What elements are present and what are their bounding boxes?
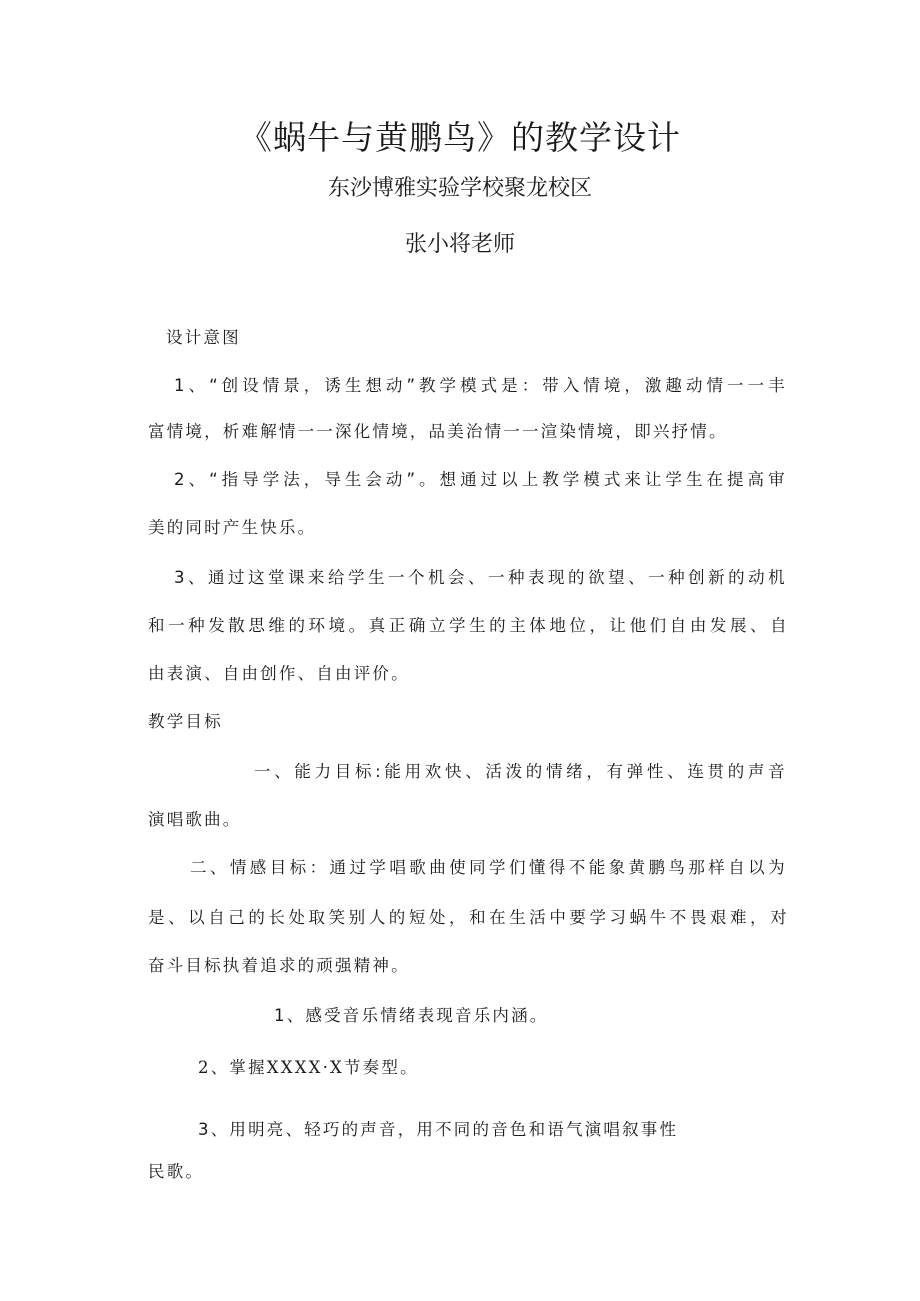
document-title: 《蜗牛与黄鹏鸟》的教学设计 [239, 118, 681, 157]
design-intent-p2-line2: 美的同时产生快乐。 [148, 518, 317, 537]
emotion-goal-line2: 是、以自己的长处取笑别人的短处，和在生活中要学习蜗牛不畏艰难，对 [148, 908, 788, 927]
goal-item-3-line2: 民歌。 [148, 1162, 205, 1181]
emotion-goal-line3: 奋斗目标执着追求的顽强精神。 [148, 956, 410, 975]
goal-item-2: 2、掌握XXXX·X节奏型。 [198, 1058, 419, 1077]
design-intent-p1-line1: 1、“创设情景，诱生想动”教学模式是：带入情境，激趣动情一一丰 [174, 376, 786, 395]
design-intent-p3-line3: 由表演、自由创作、自由评价。 [148, 664, 410, 683]
design-intent-p3-line1: 3、通过这堂课来给学生一个机会、一种表现的欲望、一种创新的动机 [174, 568, 786, 587]
design-intent-heading: 设计意图 [166, 328, 241, 347]
ability-goal-line1: 一、能力目标:能用欢快、活泼的情绪，有弹性、连贯的声音 [254, 762, 786, 781]
emotion-goal-line1: 二、情感目标：通过学唱歌曲使同学们懂得不能象黄鹏鸟那样自以为 [190, 858, 786, 877]
goal-item-3-line1: 3、用明亮、轻巧的声音，用不同的音色和语气演唱叙事性 [198, 1120, 679, 1139]
author-name: 张小将老师 [404, 232, 515, 257]
goal-item-1: 1、感受音乐情绪表现音乐内涵。 [274, 1006, 549, 1025]
teaching-goals-heading: 教学目标 [148, 712, 223, 731]
ability-goal-line2: 演唱歌曲。 [148, 810, 242, 829]
design-intent-p1-line2: 富情境，析难解情一一深化情境，品美治情一一渲染情境，即兴抒情。 [148, 422, 728, 441]
design-intent-p2-line1: 2、“指导学法，导生会动”。想通过以上教学模式来让学生在提高审 [174, 470, 786, 489]
school-name: 东沙博雅实验学校聚龙校区 [327, 176, 592, 201]
design-intent-p3-line2: 和一种发散思维的环境。真正确立学生的主体地位，让他们自由发展、自 [148, 616, 788, 635]
